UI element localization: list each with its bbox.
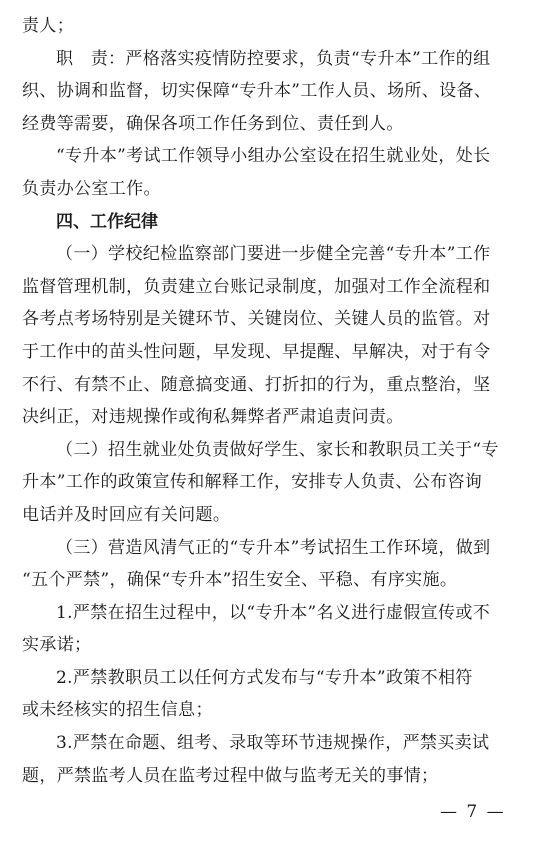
document-page (22, 10, 514, 792)
text-line: 责人； (22, 16, 75, 36)
paragraph-rule-3 (22, 727, 514, 792)
text-line: 各考点考场特别是关键环节、关键岗位、关键人员的监管。对 (22, 309, 491, 330)
paragraph-rule-2 (22, 662, 514, 727)
paragraph-item-1 (22, 238, 514, 434)
text-line: 题，严禁监考人员在监考过程中做与监考无关的事情； (22, 765, 439, 786)
text-line: 监督管理机制，负责建立台账记录制度，加强对工作全流程和 (22, 276, 491, 297)
text-line: （三）营造风清气正的“专升本”考试招生工作环境，做到 (56, 537, 491, 558)
paragraph-item-2 (22, 434, 514, 532)
text-line: 实承诺； (22, 635, 92, 656)
text-line: 职 责：严格落实疫情防控要求，负责“专升本”工作的组 (56, 48, 491, 69)
text-line: 负责办公室工作。 (22, 178, 161, 199)
text-line: 2.严禁教职员工以任何方式发布与“专升本”政策不相符 (56, 667, 473, 688)
text-line: （二）招生就业处负责做好学生、家长和教职员工关于“专 (56, 439, 499, 460)
paragraph-rule-1 (22, 597, 514, 662)
text-line: 不行、有禁不止、随意搞变通、打折扣的行为，重点整治，坚 (22, 374, 491, 395)
text-line: “五个严禁”，确保“专升本”招生安全、平稳、有序实施。 (22, 570, 458, 591)
text-line: 织、协调和监督，切实保障“专升本”工作人员、场所、设备、 (22, 81, 492, 102)
section-heading: 四、工作纪律 (56, 211, 158, 232)
text-line: 决纠正，对违规操作或徇私舞弊者严肃追责问责。 (22, 407, 404, 428)
text-line: 于工作中的苗头性问题，早发现、早提醒、早解决，对于有令 (22, 341, 491, 362)
text-line: 经费等需要，确保各项工作任务到位、责任到人。 (22, 113, 404, 134)
text-line: 3.严禁在命题、组考、录取等环节违规操作，严禁买卖试 (56, 733, 490, 754)
paragraph-office (22, 140, 514, 205)
page-number: — 7 — (440, 802, 506, 822)
text-line: 升本”工作的政策宣传和解释工作，安排专人负责、公布咨询 (22, 472, 483, 493)
text-line: （一）学校纪检监察部门要进一步健全完善“专升本”工作 (56, 244, 491, 265)
text-line: 1.严禁在招生过程中，以“专升本”名义进行虚假宣传或不 (56, 602, 491, 623)
text-line: “专升本”考试工作领导小组办公室设在招生就业处，处长 (56, 146, 491, 167)
text-line: 电话并及时回应有关问题。 (22, 504, 231, 525)
paragraph-0 (22, 10, 514, 43)
paragraph-duties (22, 43, 514, 141)
text-line: 或未经核实的招生信息； (22, 700, 213, 721)
paragraph-item-3 (22, 532, 514, 597)
